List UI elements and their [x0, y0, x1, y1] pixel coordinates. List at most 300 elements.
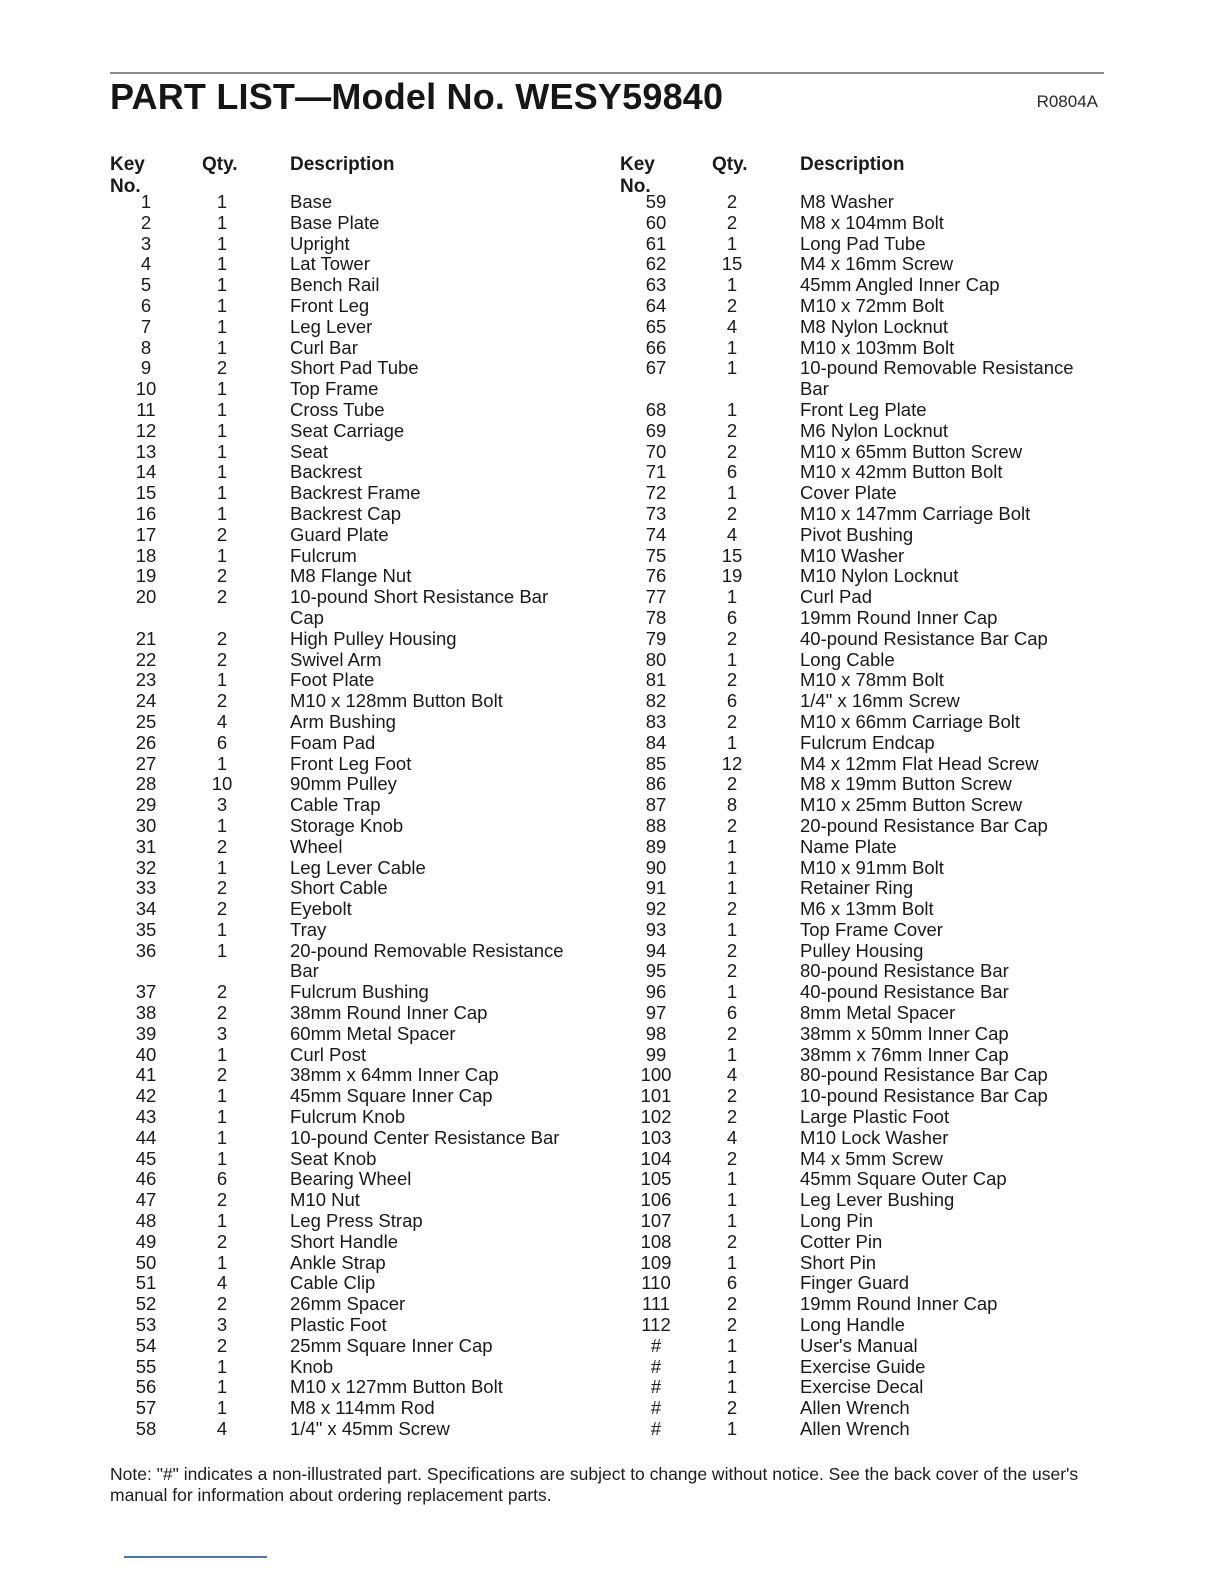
- description: Front Leg: [290, 294, 370, 316]
- quantity: 2: [216, 1293, 228, 1315]
- quantity: 2: [726, 1230, 738, 1252]
- description: Backrest Frame: [290, 482, 421, 504]
- quantity: 2: [726, 939, 738, 961]
- key-number: 105: [640, 1168, 672, 1190]
- description: 10-pound Center Resistance Bar: [290, 1126, 560, 1148]
- description: M8 x 19mm Button Screw: [800, 773, 1012, 795]
- description: Long Cable: [800, 648, 895, 670]
- quantity: 3: [216, 794, 228, 816]
- description: Pivot Bushing: [800, 523, 914, 545]
- description: 19mm Round Inner Cap: [800, 1293, 998, 1315]
- quantity: 2: [726, 502, 738, 524]
- key-number: 84: [645, 731, 667, 753]
- key-number: 58: [135, 1418, 157, 1440]
- quantity: 2: [216, 690, 228, 712]
- description: Short Handle: [290, 1230, 398, 1252]
- key-number: 20: [135, 586, 157, 608]
- description: Retainer Ring: [800, 877, 914, 899]
- key-number: 47: [135, 1189, 157, 1211]
- description: 10-pound Resistance Bar Cap: [800, 1085, 1048, 1107]
- description: Large Plastic Foot: [800, 1106, 950, 1128]
- description: Bearing Wheel: [290, 1168, 412, 1190]
- footnote: Note: "#" indicates a non-illustrated part. Specifications are subject to change without notice. See the back cover of the user's manual for information about ordering replacement parts.: [110, 1464, 1079, 1505]
- description: Short Pad Tube: [290, 357, 419, 379]
- description: Fulcrum Knob: [290, 1106, 406, 1128]
- description: Name Plate: [800, 835, 897, 857]
- quantity: 1: [726, 1355, 738, 1377]
- key-number: 103: [640, 1126, 672, 1148]
- description: Front Leg Foot: [290, 752, 412, 774]
- page-title: PART LIST—Model No. WESY59840: [110, 76, 724, 117]
- key-number: 29: [135, 794, 157, 816]
- key-number: 49: [135, 1230, 157, 1252]
- quantity: 2: [726, 1085, 738, 1107]
- quantity: 2: [726, 191, 738, 212]
- footer-rule: [124, 1556, 267, 1558]
- description: 38mm x 76mm Inner Cap: [800, 1043, 1009, 1065]
- key-number: #: [650, 1376, 662, 1398]
- quantity: 1: [216, 419, 228, 441]
- quantity: 2: [726, 294, 738, 316]
- key-number: 62: [645, 253, 667, 275]
- quantity: 1: [726, 1189, 738, 1211]
- key-number: 23: [135, 669, 157, 691]
- key-number: 1: [140, 191, 152, 212]
- quantity: 15: [721, 253, 743, 275]
- description: M10 x 66mm Carriage Bolt: [800, 710, 1021, 732]
- description: M8 Washer: [800, 191, 894, 212]
- description: M4 x 12mm Flat Head Screw: [800, 752, 1039, 774]
- quantity: 1: [216, 482, 228, 504]
- description: 80-pound Resistance Bar: [800, 960, 1009, 982]
- quantity: 2: [726, 627, 738, 649]
- quantity: 1: [726, 232, 738, 254]
- quantity: 1: [726, 482, 738, 504]
- quantity: 1: [726, 1376, 738, 1398]
- key-number: 43: [135, 1106, 157, 1128]
- quantity: 2: [216, 981, 228, 1003]
- description: 40-pound Resistance Bar: [800, 981, 1009, 1003]
- description: User's Manual: [800, 1334, 918, 1356]
- key-number: 80: [645, 648, 667, 670]
- description: Cable Trap: [290, 794, 381, 816]
- description: M4 x 16mm Screw: [800, 253, 954, 275]
- key-number: 93: [645, 918, 667, 940]
- key-number: 61: [645, 232, 667, 254]
- quantity: 1: [216, 440, 228, 462]
- description: Long Pin: [800, 1210, 874, 1232]
- quantity: 2: [216, 523, 228, 545]
- key-number: 109: [640, 1251, 672, 1273]
- description: Exercise Guide: [800, 1355, 926, 1377]
- quantity: 2: [726, 814, 738, 836]
- key-number: 30: [135, 814, 157, 836]
- description: Long Handle: [800, 1314, 905, 1336]
- key-number: 34: [135, 898, 157, 920]
- description: M10 x 78mm Bolt: [800, 669, 944, 691]
- description: Curl Pad: [800, 586, 872, 608]
- quantity: 2: [726, 211, 738, 233]
- description: 1/4" x 45mm Screw: [290, 1418, 450, 1440]
- quantity: 1: [726, 1210, 738, 1232]
- key-number: 59: [645, 191, 667, 212]
- description: Fulcrum: [290, 544, 357, 566]
- key-number: 63: [645, 274, 667, 296]
- quantity: 2: [726, 1397, 738, 1419]
- quantity: 15: [721, 544, 743, 566]
- description: Short Pin: [800, 1251, 877, 1273]
- key-number: 111: [641, 1293, 671, 1315]
- key-number: 86: [645, 773, 667, 795]
- quantity: 1: [216, 1397, 228, 1419]
- quantity: 1: [216, 1251, 228, 1273]
- quantity: 4: [726, 523, 738, 545]
- description: M10 x 25mm Button Screw: [800, 794, 1023, 816]
- description-header: Description: [800, 154, 905, 175]
- description: M8 x 104mm Bolt: [800, 211, 944, 233]
- top-rule: [110, 72, 1104, 74]
- quantity: 2: [216, 877, 228, 899]
- key-number: 68: [645, 398, 667, 420]
- key-number: #: [650, 1418, 662, 1440]
- description: Wheel: [290, 835, 343, 857]
- description: M10 x 91mm Bolt: [800, 856, 944, 878]
- quantity: 2: [216, 835, 228, 857]
- description-header: Description: [290, 154, 395, 175]
- description: Top Frame: [290, 378, 379, 400]
- description: Pulley Housing: [800, 939, 924, 961]
- key-number: 101: [640, 1085, 672, 1107]
- description: Swivel Arm: [290, 648, 382, 670]
- quantity: 1: [216, 398, 228, 420]
- quantity: 6: [726, 461, 738, 483]
- key-number: 40: [135, 1043, 157, 1065]
- key-number: 66: [645, 336, 667, 358]
- key-number: 102: [640, 1106, 672, 1128]
- key-number: 78: [645, 606, 667, 628]
- key-number: 32: [135, 856, 157, 878]
- quantity: 1: [216, 1106, 228, 1128]
- key-number: 112: [641, 1314, 671, 1336]
- key-number: #: [650, 1334, 662, 1356]
- key-number: 79: [645, 627, 667, 649]
- quantity: 1: [726, 398, 738, 420]
- description: 45mm Square Inner Cap: [290, 1085, 493, 1107]
- quantity: 1: [726, 1251, 738, 1273]
- key-number: 22: [135, 648, 157, 670]
- description: Guard Plate: [290, 523, 389, 545]
- quantity: 3: [216, 1022, 228, 1044]
- quantity: 2: [216, 565, 228, 587]
- description: Front Leg Plate: [800, 398, 927, 420]
- quantity: 1: [726, 1418, 738, 1440]
- description: M10 x 72mm Bolt: [800, 294, 944, 316]
- quantity: 2: [726, 773, 738, 795]
- description: Curl Post: [290, 1043, 367, 1065]
- quantity: 6: [216, 1168, 228, 1190]
- quantity: 2: [726, 1147, 738, 1169]
- quantity: 1: [216, 191, 228, 212]
- quantity: 1: [216, 1147, 228, 1169]
- quantity: 1: [726, 981, 738, 1003]
- qty-header: Qty.: [202, 154, 238, 175]
- quantity: 6: [726, 606, 738, 628]
- quantity: 1: [216, 939, 228, 961]
- quantity: 2: [216, 1002, 228, 1024]
- description: Short Cable: [290, 877, 388, 899]
- key-number: 9: [140, 357, 152, 379]
- description: Bench Rail: [290, 274, 380, 296]
- description: Base: [290, 191, 333, 212]
- quantity: 2: [726, 1106, 738, 1128]
- key-number: 48: [135, 1210, 157, 1232]
- description: M10 Nylon Locknut: [800, 565, 959, 587]
- description: Base Plate: [290, 211, 380, 233]
- quantity: 1: [726, 336, 738, 358]
- key-no-header: Key No.: [620, 154, 655, 197]
- quantity: 1: [216, 918, 228, 940]
- description: Ankle Strap: [290, 1251, 386, 1273]
- key-number: 27: [135, 752, 157, 774]
- description: Bar: [800, 378, 829, 400]
- quantity: 1: [216, 336, 228, 358]
- key-number: 88: [645, 814, 667, 836]
- quantity: 6: [216, 731, 228, 753]
- key-number: 108: [640, 1230, 672, 1252]
- description: Allen Wrench: [800, 1418, 910, 1440]
- quantity: 1: [726, 648, 738, 670]
- quantity: 2: [216, 586, 228, 608]
- quantity: 3: [216, 1314, 228, 1336]
- quantity: 1: [216, 253, 228, 275]
- document-number: R0804A: [1036, 92, 1098, 111]
- key-number: 70: [645, 440, 667, 462]
- key-number: 77: [645, 586, 667, 608]
- description: 38mm x 64mm Inner Cap: [290, 1064, 499, 1086]
- description: Tray: [290, 918, 327, 940]
- quantity: 1: [216, 1085, 228, 1107]
- quantity: 1: [726, 1043, 738, 1065]
- key-number: 28: [135, 773, 157, 795]
- key-number: 6: [140, 294, 152, 316]
- key-number: 91: [645, 877, 667, 899]
- description: High Pulley Housing: [290, 627, 457, 649]
- description: 60mm Metal Spacer: [290, 1022, 456, 1044]
- quantity: 1: [216, 1355, 228, 1377]
- key-number: 104: [640, 1147, 672, 1169]
- description: 10-pound Removable Resistance: [800, 357, 1074, 379]
- key-number: 53: [135, 1314, 157, 1336]
- quantity: 1: [216, 1376, 228, 1398]
- quantity: 2: [216, 898, 228, 920]
- key-number: 3: [140, 232, 152, 254]
- description: Bar: [290, 960, 319, 982]
- description: M4 x 5mm Screw: [800, 1147, 943, 1169]
- key-number: 60: [645, 211, 667, 233]
- quantity: 1: [216, 752, 228, 774]
- description: Cross Tube: [290, 398, 385, 420]
- key-number: 83: [645, 710, 667, 732]
- key-number: 56: [135, 1376, 157, 1398]
- quantity: 1: [216, 814, 228, 836]
- key-number: 95: [645, 960, 667, 982]
- quantity: 1: [216, 461, 228, 483]
- key-number: 42: [135, 1085, 157, 1107]
- description: 1/4" x 16mm Screw: [800, 690, 960, 712]
- quantity: 1: [726, 877, 738, 899]
- description: Plastic Foot: [290, 1314, 387, 1336]
- key-number: 16: [135, 502, 157, 524]
- key-number: 73: [645, 502, 667, 524]
- description: M10 Washer: [800, 544, 905, 566]
- key-number: 96: [645, 981, 667, 1003]
- key-number: 94: [645, 939, 667, 961]
- key-number: 18: [135, 544, 157, 566]
- key-number: 45: [135, 1147, 157, 1169]
- description: 26mm Spacer: [290, 1293, 406, 1315]
- description: Long Pad Tube: [800, 232, 926, 254]
- key-number: 92: [645, 898, 667, 920]
- description: Curl Bar: [290, 336, 358, 358]
- key-number: 71: [645, 461, 667, 483]
- quantity: 1: [726, 1334, 738, 1356]
- quantity: 1: [216, 211, 228, 233]
- description: 25mm Square Inner Cap: [290, 1334, 493, 1356]
- description: 45mm Square Outer Cap: [800, 1168, 1007, 1190]
- quantity: 1: [216, 315, 228, 337]
- key-number: 54: [135, 1334, 157, 1356]
- quantity: 6: [726, 1002, 738, 1024]
- description: Leg Lever Bushing: [800, 1189, 955, 1211]
- description: M8 x 114mm Rod: [290, 1397, 435, 1419]
- quantity: 1: [726, 731, 738, 753]
- description: M10 Nut: [290, 1189, 360, 1211]
- description: M6 x 13mm Bolt: [800, 898, 934, 920]
- description: Top Frame Cover: [800, 918, 943, 940]
- description: Cotter Pin: [800, 1230, 883, 1252]
- key-number: 99: [645, 1043, 667, 1065]
- quantity: 1: [726, 918, 738, 940]
- key-number: 97: [645, 1002, 667, 1024]
- quantity: 2: [726, 419, 738, 441]
- quantity: 1: [726, 835, 738, 857]
- quantity: 8: [726, 794, 738, 816]
- description: Cover Plate: [800, 482, 897, 504]
- quantity: 4: [726, 1064, 738, 1086]
- key-number: 72: [645, 482, 667, 504]
- quantity: 2: [726, 898, 738, 920]
- key-number: 76: [645, 565, 667, 587]
- description: 90mm Pulley: [290, 773, 397, 795]
- quantity: 2: [726, 1314, 738, 1336]
- quantity: 1: [726, 357, 738, 379]
- description: Cable Clip: [290, 1272, 376, 1294]
- description: Leg Lever: [290, 315, 373, 337]
- quantity: 1: [216, 1043, 228, 1065]
- description: M10 Lock Washer: [800, 1126, 949, 1148]
- description: Backrest Cap: [290, 502, 402, 524]
- quantity: 2: [216, 1334, 228, 1356]
- key-number: 19: [135, 565, 157, 587]
- description: M8 Flange Nut: [290, 565, 412, 587]
- quantity: 1: [726, 1168, 738, 1190]
- quantity: 1: [216, 669, 228, 691]
- key-number: 65: [645, 315, 667, 337]
- key-number: 64: [645, 294, 667, 316]
- description: 19mm Round Inner Cap: [800, 606, 998, 628]
- key-number: 51: [135, 1272, 157, 1294]
- quantity: 1: [726, 586, 738, 608]
- quantity: 2: [216, 648, 228, 670]
- quantity: 2: [216, 627, 228, 649]
- quantity: 6: [726, 1272, 738, 1294]
- description: 10-pound Short Resistance Bar: [290, 586, 549, 608]
- quantity: 2: [726, 960, 738, 982]
- key-number: 89: [645, 835, 667, 857]
- description: Eyebolt: [290, 898, 352, 920]
- key-number: 12: [135, 419, 157, 441]
- key-number: 17: [135, 523, 157, 545]
- key-number: 21: [135, 627, 157, 649]
- description: 20-pound Removable Resistance: [290, 939, 564, 961]
- key-number: 100: [640, 1064, 672, 1086]
- quantity: 1: [216, 232, 228, 254]
- key-number: 46: [135, 1168, 157, 1190]
- key-number: 37: [135, 981, 157, 1003]
- description: M10 x 103mm Bolt: [800, 336, 955, 358]
- description: Storage Knob: [290, 814, 404, 836]
- quantity: 2: [216, 1189, 228, 1211]
- key-number: 5: [140, 274, 152, 296]
- description: Exercise Decal: [800, 1376, 924, 1398]
- description: M10 x 42mm Button Bolt: [800, 461, 1003, 483]
- description: Foam Pad: [290, 731, 376, 753]
- key-number: 38: [135, 1002, 157, 1024]
- key-number: 90: [645, 856, 667, 878]
- quantity: 4: [216, 1418, 228, 1440]
- description: 20-pound Resistance Bar Cap: [800, 814, 1048, 836]
- quantity: 4: [216, 710, 228, 732]
- description: M10 x 128mm Button Bolt: [290, 690, 503, 712]
- key-number: 106: [640, 1189, 672, 1211]
- key-no-header: Key No.: [110, 154, 145, 197]
- key-number: #: [650, 1397, 662, 1419]
- quantity: 1: [726, 274, 738, 296]
- description: 80-pound Resistance Bar Cap: [800, 1064, 1048, 1086]
- key-number: 57: [135, 1397, 157, 1419]
- description: 45mm Angled Inner Cap: [800, 274, 1000, 296]
- quantity: 6: [726, 690, 738, 712]
- key-number: 81: [645, 669, 667, 691]
- description: Fulcrum Endcap: [800, 731, 935, 753]
- quantity: 1: [216, 378, 228, 400]
- description: Fulcrum Bushing: [290, 981, 429, 1003]
- qty-header: Qty.: [712, 154, 748, 175]
- description: M8 Nylon Locknut: [800, 315, 949, 337]
- description: M10 x 147mm Carriage Bolt: [800, 502, 1031, 524]
- key-number: 44: [135, 1126, 157, 1148]
- quantity: 2: [726, 669, 738, 691]
- description: Seat: [290, 440, 329, 462]
- description: Foot Plate: [290, 669, 375, 691]
- quantity: 2: [726, 710, 738, 732]
- description: Upright: [290, 232, 350, 254]
- quantity: 12: [721, 752, 743, 774]
- key-number: 31: [135, 835, 157, 857]
- key-number: 41: [135, 1064, 157, 1086]
- description: 40-pound Resistance Bar Cap: [800, 627, 1048, 649]
- key-number: 67: [645, 357, 667, 379]
